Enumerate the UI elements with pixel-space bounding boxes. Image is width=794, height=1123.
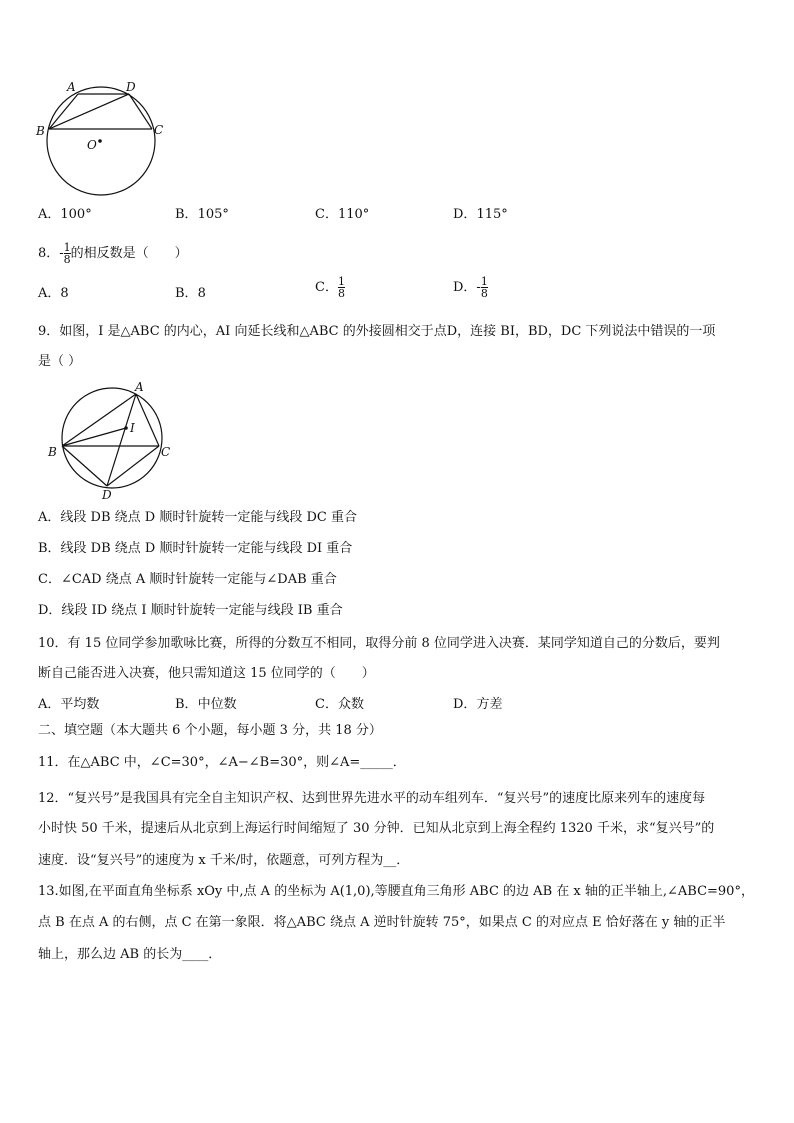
q9-line-ad [107,394,136,486]
q8-fraction: $\frac{1}{8}$ [63,241,71,266]
q9-line-bi [62,428,126,446]
q7-label-d: D [126,80,136,94]
q10-option-a: A．平均数 [38,697,100,712]
q7-option-a: A．100° [38,207,92,222]
q9-option-d: D．线段 ID 绕点 I 顺时针旋转一定能与线段 IB 重合 [38,603,343,618]
q9-circle [62,388,162,488]
q9-label-i: I [130,421,135,435]
q7-label-b: B [36,124,45,138]
q7-circle-figure [30,78,180,203]
q9-label-a: A [135,380,144,394]
q9-label-b: B [48,445,57,459]
q10-option-b: B．中位数 [175,697,237,712]
q8-stem: 8．- $\frac{1}{8}$ 的相反数是（ ） [38,241,188,266]
q7-label-o: O [87,138,97,152]
q8-option-d: D．- $\frac{1}{8}$ [453,275,488,300]
q9-label-c: C [161,445,171,459]
q12-stem-line2: 小时快 50 千米，提速后从北京到上海运行时间缩短了 30 分钟．已知从北京到上海全程约 1320 千米，求“复兴号”的 [38,821,715,836]
q9-incenter-dot [124,426,128,430]
q7-chord-dc [129,94,152,129]
q9-stem-line2: 是（ ） [38,354,82,369]
q9-label-d: D [102,488,112,502]
q8-option-b: B．8 [175,286,206,301]
q7-chord-bd [49,94,129,129]
q7-center-dot [98,139,102,143]
q9-option-c: C．∠CAD 绕点 A 顺时针旋转一定能与∠DAB 重合 [38,572,337,587]
q7-option-b: B．105° [175,207,229,222]
q9-side-ac [136,394,159,446]
q7-label-c: C [154,123,164,137]
q13-stem-line2: 点 B 在点 A 的右侧，点 C 在第一象限．将△ABC 绕点 A 逆时针旋转 75°，如果点 C 的对应点 E 恰好落在 y 轴的正半 [38,915,726,930]
q9-stem-line1: 9．如图，I 是△ABC 的内心，AI 向延长线和△ABC 的外接圆相交于点D，连接 BI，BD，DC 下列说法中错误的一项 [38,324,716,339]
q11-stem: 11．在△ABC 中，∠C=30°，∠A−∠B=30°，则∠A=_____． [38,755,406,770]
q7-option-c: C．110° [315,207,370,222]
q10-option-d: D．方差 [453,697,503,712]
q12-stem-line1: 12．“复兴号”是我国具有完全自主知识产权、达到世界先进水平的动车组列车．“复兴号”的速度比原来列车的速度每 [38,791,706,806]
q13-stem-line3: 轴上，那么边 AB 的长为____． [38,947,222,962]
q10-option-c: C．众数 [315,697,364,712]
q9-side-ba [62,394,136,446]
q8-option-a: A．8 [38,286,69,301]
q10-stem-line1: 10．有 15 位同学参加歌咏比赛，所得的分数互不相同，取得分前 8 位同学进入决赛．某同学知道自己的分数后，要判 [38,636,720,651]
q7-chord-ba [49,94,78,129]
q9-option-a: A．线段 DB 绕点 D 顺时针旋转一定能与线段 DC 重合 [38,510,357,525]
q10-stem-line2: 断自己能否进入决赛，他只需知道这 15 位同学的（ ） [38,666,375,681]
q9-option-b: B．线段 DB 绕点 D 顺时针旋转一定能与线段 DI 重合 [38,541,353,556]
q9-line-dc [107,446,159,486]
q8-option-c: C． $\frac{1}{8}$ [315,275,345,300]
q9-circle-figure [42,376,182,502]
section2-title: 二、填空题（本大题共 6 个小题，每小题 3 分，共 18 分） [38,723,382,738]
q7-option-d: D．115° [453,207,508,222]
q13-stem-line1: 13.如图,在平面直角坐标系 xOy 中,点 A 的坐标为 A(1,0),等腰直角三角形 ABC 的边 AB 在 x 轴的正半轴上,∠ABC=90°， [38,884,754,899]
q12-stem-line3: 速度．设“复兴号”的速度为 x 千米/时，依题意，可列方程为__． [38,853,410,868]
q7-label-a: A [67,80,76,94]
